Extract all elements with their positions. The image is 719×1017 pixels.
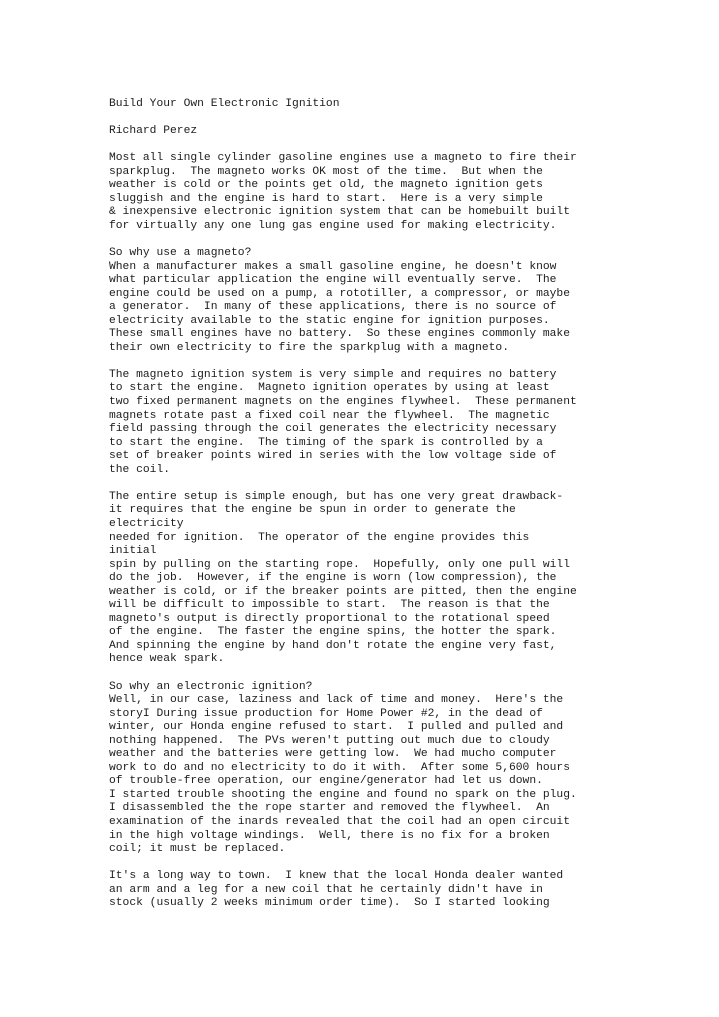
document-author: Richard Perez bbox=[109, 125, 198, 138]
text-line: storyI During issue production for Home Power #2, in the dead of bbox=[109, 707, 543, 720]
text-line: set of breaker points wired in series with the low voltage side of bbox=[109, 450, 557, 463]
text-line: hence weak spark. bbox=[109, 653, 225, 666]
text-line: electricity bbox=[109, 517, 184, 530]
text-line: of trouble-free operation, our engine/generator had let us down. bbox=[109, 775, 543, 788]
text-line: stock (usually 2 weeks minimum order time). So I started looking bbox=[109, 897, 550, 910]
text-line: will be difficult to impossible to start. The reason is that the bbox=[109, 599, 550, 612]
text-line: of the engine. The faster the engine spins, the hotter the spark. bbox=[109, 626, 557, 639]
text-line bbox=[109, 667, 709, 681]
text-line: So why an electronic ignition? bbox=[109, 680, 313, 693]
text-line: their own electricity to fire the sparkplug with a magneto. bbox=[109, 341, 509, 354]
text-line: it requires that the engine be spun in order to generate the bbox=[109, 504, 516, 517]
text-line bbox=[109, 355, 709, 369]
text-line: So why use a magneto? bbox=[109, 247, 252, 260]
text-line: magneto's output is directly proportional to the rotational speed bbox=[109, 612, 550, 625]
text-line: initial bbox=[109, 545, 157, 558]
text-line: two fixed permanent magnets on the engines flywheel. These permanent bbox=[109, 396, 577, 409]
text-line: The entire setup is simple enough, but has one very great drawback- bbox=[109, 490, 564, 503]
text-line: magnets rotate past a fixed coil near the flywheel. The magnetic bbox=[109, 409, 550, 422]
text-line: And spinning the engine by hand don't rotate the engine very fast, bbox=[109, 639, 557, 652]
text-line bbox=[109, 112, 709, 126]
text-line: It's a long way to town. I knew that the local Honda dealer wanted bbox=[109, 870, 564, 883]
text-line bbox=[109, 233, 709, 247]
text-line: When a manufacturer makes a small gasoline engine, he doesn't know bbox=[109, 260, 557, 273]
text-line: The magneto ignition system is very simple and requires no battery bbox=[109, 368, 557, 381]
text-line: work to do and no electricity to do it with. After some 5,600 hours bbox=[109, 761, 570, 774]
text-line: I disassembled the the rope starter and removed the flywheel. An bbox=[109, 802, 550, 815]
text-line: spin by pulling on the starting rope. Hopefully, only one pull will bbox=[109, 558, 570, 571]
document-title: Build Your Own Electronic Ignition bbox=[109, 98, 340, 110]
text-line: coil; it must be replaced. bbox=[109, 843, 286, 856]
text-line: electricity available to the static engine for ignition purposes. bbox=[109, 314, 550, 327]
text-line: to start the engine. Magneto ignition operates by using at least bbox=[109, 382, 550, 395]
text-line: for virtually any one lung gas engine used for making electricity. bbox=[109, 219, 557, 232]
text-line bbox=[109, 857, 709, 871]
text-line: winter, our Honda engine refused to start. I pulled and pulled and bbox=[109, 721, 564, 734]
text-line: sparkplug. The magneto works OK most of the time. But when the bbox=[109, 165, 543, 178]
text-line: weather is cold or the points get old, the magneto ignition gets bbox=[109, 179, 543, 192]
text-line: needed for ignition. The operator of the engine provides this bbox=[109, 531, 530, 544]
text-line: sluggish and the engine is hard to start. Here is a very simple bbox=[109, 192, 543, 205]
text-line: what particular application the engine will eventually serve. The bbox=[109, 274, 557, 287]
text-line bbox=[109, 477, 709, 491]
text-line: & inexpensive electronic ignition system that can be homebuilt built bbox=[109, 206, 570, 219]
text-line bbox=[109, 139, 709, 153]
text-line: to start the engine. The timing of the spark is controlled by a bbox=[109, 436, 543, 449]
text-line: nothing happened. The PVs weren't putting out much due to cloudy bbox=[109, 734, 550, 747]
text-line: These small engines have no battery. So these engines commonly make bbox=[109, 328, 570, 341]
text-line: Most all single cylinder gasoline engines use a magneto to fire their bbox=[109, 152, 577, 165]
text-line: field passing through the coil generates the electricity necessary bbox=[109, 423, 557, 436]
text-line: the coil. bbox=[109, 463, 171, 476]
text-line: in the high voltage windings. Well, there is no fix for a broken bbox=[109, 829, 550, 842]
text-line: do the job. However, if the engine is worn (low compression), the bbox=[109, 572, 557, 585]
text-line: Well, in our case, laziness and lack of time and money. Here's the bbox=[109, 694, 564, 707]
text-line: weather and the batteries were getting low. We had mucho computer bbox=[109, 748, 557, 761]
text-line: weather is cold, or if the breaker points are pitted, then the engine bbox=[109, 585, 577, 598]
text-line: examination of the inards revealed that the coil had an open circuit bbox=[109, 815, 570, 828]
text-line: I started trouble shooting the engine and found no spark on the plug. bbox=[109, 788, 577, 801]
text-line: a generator. In many of these applications, there is no source of bbox=[109, 301, 557, 314]
text-line: an arm and a leg for a new coil that he certainly didn't have in bbox=[109, 883, 543, 896]
text-line: engine could be used on a pump, a rototiller, a compressor, or maybe bbox=[109, 287, 570, 300]
document-body bbox=[109, 98, 709, 911]
